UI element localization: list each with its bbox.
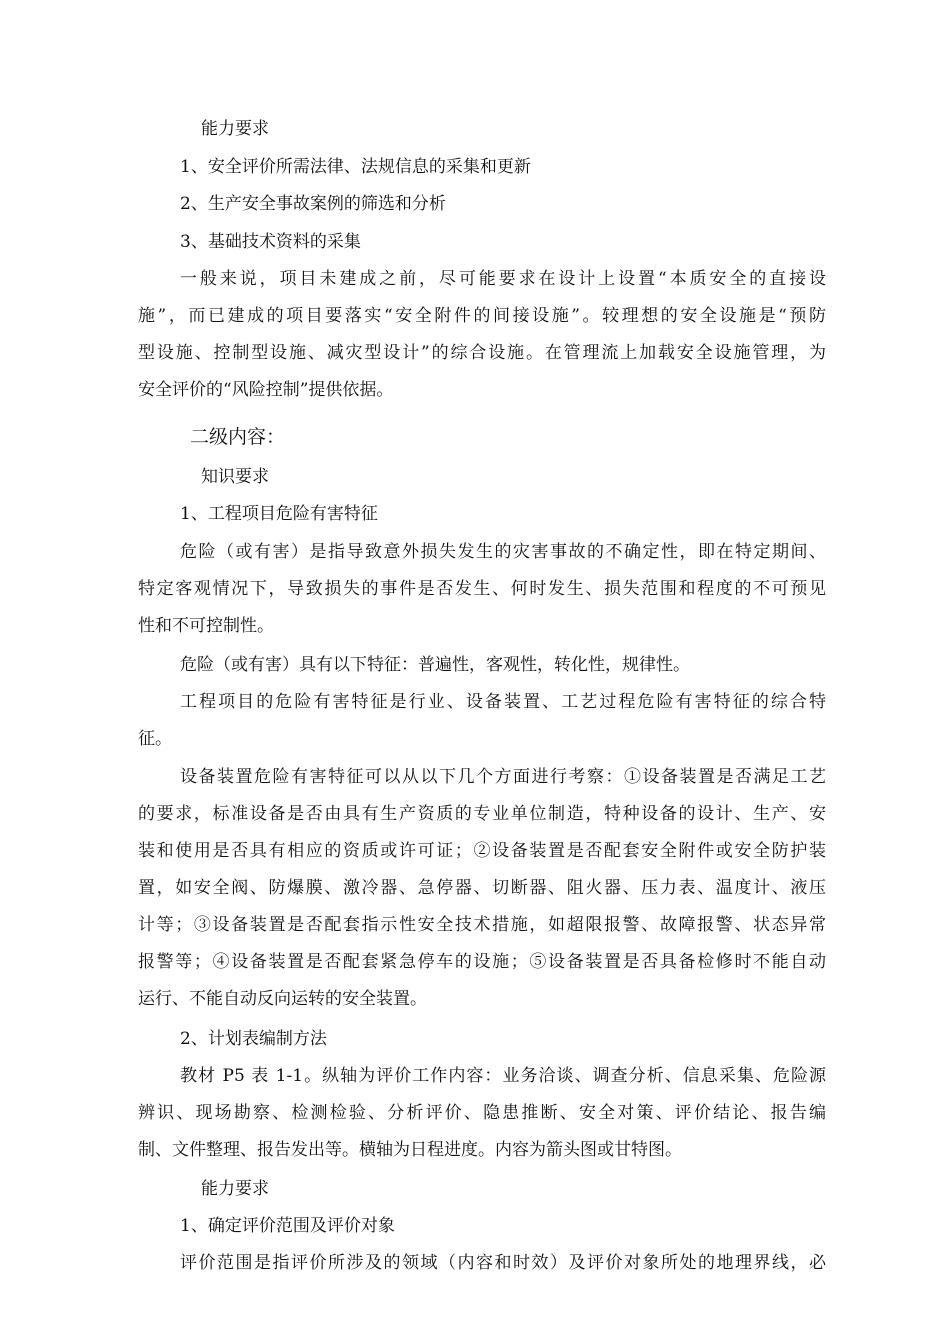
paragraph-line: 危险（或有害）具有以下特征：普遍性，客观性，转化性，规律性。 <box>180 655 690 675</box>
paragraph-line: 的要求，标准设备是否由具有生产资质的专业单位制造，特种设备的设计、生产、安 <box>138 804 826 824</box>
paragraph-line: 教材 P5 表 1-1。纵轴为评价工作内容：业务洽谈、调查分析、信息采集、危险源 <box>180 1066 826 1086</box>
heading-ability-requirements: 能力要求 <box>201 119 269 139</box>
paragraph-line: 性和不可控制性。 <box>138 616 274 636</box>
paragraph-line: 运行、不能自动反向运转的安全装置。 <box>138 989 427 1009</box>
heading-knowledge-requirements: 知识要求 <box>201 467 269 487</box>
paragraph-line: 特定客观情况下，导致损失的事件是否发生、何时发生、损失范围和程度的不可预见 <box>138 579 826 599</box>
list-item-evaluation-scope: 1、确定评价范围及评价对象 <box>180 1216 395 1236</box>
paragraph-line: 危险（或有害）是指导致意外损失发生的灾害事故的不确定性，即在特定期间、 <box>180 542 826 562</box>
heading-ability-requirements: 能力要求 <box>201 1179 269 1199</box>
list-item-schedule-method: 2、计划表编制方法 <box>180 1029 327 1049</box>
paragraph-line: 计等；③设备装置是否配套指示性安全技术措施，如超限报警、故障报警、状态异常 <box>138 915 826 935</box>
paragraph-line: 报警等；④设备装置是否配套紧急停车的设施；⑤设备装置是否具备检修时不能自动 <box>138 952 826 972</box>
paragraph-line: 工程项目的危险有害特征是行业、设备装置、工艺过程危险有害特征的综合特 <box>180 692 826 712</box>
paragraph-line: 安全评价的“风险控制”提供依据。 <box>138 380 394 400</box>
paragraph-line: 设备装置危险有害特征可以从以下几个方面进行考察：①设备装置是否满足工艺 <box>180 767 826 787</box>
paragraph-line: 置，如安全阀、防爆膜、激冷器、急停器、切断器、阻火器、压力表、温度计、液压 <box>138 878 826 898</box>
paragraph-line: 辨识、现场勘察、检测检验、分析评价、隐患推断、安全对策、评价结论、报告编 <box>138 1103 826 1123</box>
list-item-hazard-characteristics: 1、工程项目危险有害特征 <box>180 504 378 524</box>
paragraph-line: 一般来说，项目未建成之前，尽可能要求在设计上设置“本质安全的直接设 <box>180 269 826 289</box>
section-heading-level-two: 二级内容： <box>190 426 286 448</box>
list-item-accident-cases: 2、生产安全事故案例的筛选和分析 <box>180 194 446 214</box>
paragraph-line: 装和使用是否具有相应的资质或许可证；②设备装置是否配套安全附件或安全防护装 <box>138 841 826 861</box>
paragraph-line: 型设施、控制型设施、减灾型设计”的综合设施。在管理流上加载安全设施管理，为 <box>138 343 826 363</box>
list-item-law-info: 1、安全评价所需法律、法规信息的采集和更新 <box>180 157 531 177</box>
paragraph-line: 评价范围是指评价所涉及的领域（内容和时效）及评价对象所处的地理界线，必 <box>180 1253 826 1273</box>
list-item-technical-data: 3、基础技术资料的采集 <box>180 232 361 252</box>
paragraph-line: 征。 <box>138 729 172 749</box>
paragraph-line: 施”，而已建成的项目要落实“安全附件的间接设施”。较理想的安全设施是“预防 <box>138 306 826 326</box>
paragraph-line: 制、文件整理、报告发出等。横轴为日程进度。内容为箭头图或甘特图。 <box>138 1140 682 1160</box>
